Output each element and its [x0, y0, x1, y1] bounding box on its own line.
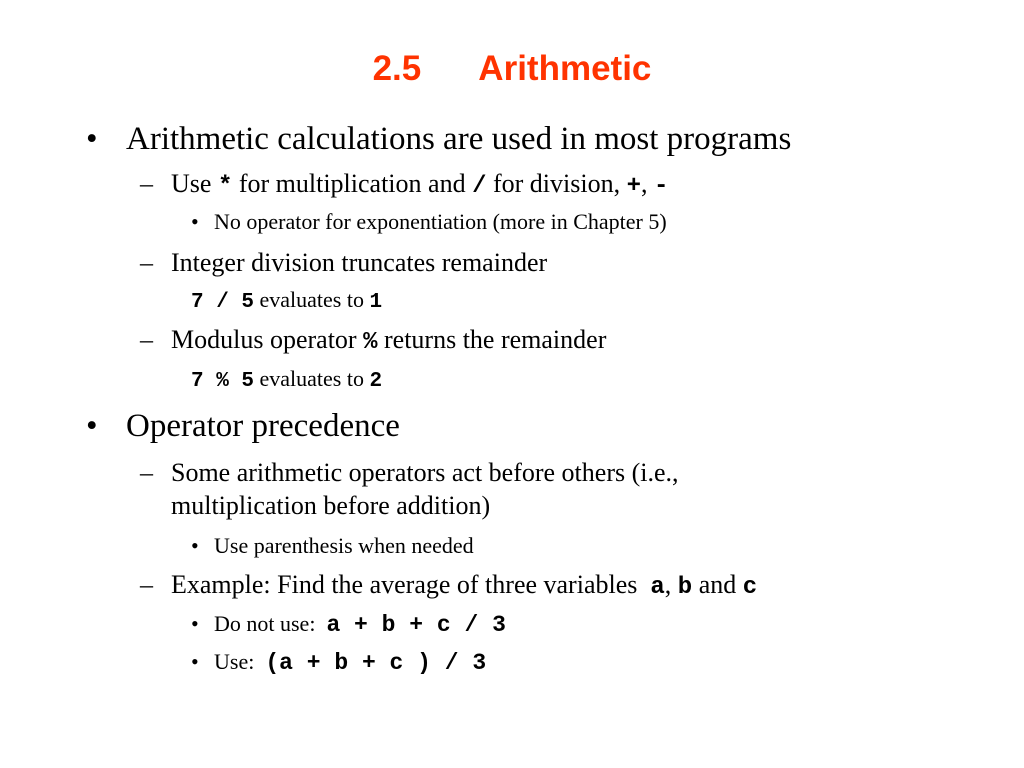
- evaluates-text: evaluates to: [254, 366, 370, 391]
- dash-marker: –: [140, 169, 153, 198]
- dash-marker: –: [140, 570, 153, 599]
- evaluates-text: evaluates to: [254, 287, 370, 312]
- code-expression: 7 % 5: [191, 370, 255, 393]
- code-var-c: c: [742, 574, 758, 601]
- code-result: 1: [369, 291, 383, 314]
- code-minus: -: [654, 173, 669, 200]
- title-section-number: 2.5: [372, 49, 422, 88]
- code-wrong-expression: a + b + c / 3: [326, 612, 506, 638]
- code-var-b: b: [677, 574, 693, 601]
- bullet-text: Operator precedence: [126, 408, 400, 444]
- code-plus: +: [626, 173, 641, 200]
- example-modulus: [191, 365, 382, 396]
- subsubbullet-text: Use parenthesis when needed: [214, 533, 474, 558]
- text-comma: ,: [664, 570, 678, 599]
- code-multiply: *: [217, 173, 233, 200]
- bullet-marker: •: [86, 408, 98, 444]
- code-divide: /: [472, 173, 487, 200]
- dash-marker: –: [140, 325, 153, 354]
- code-result: 2: [369, 370, 383, 393]
- text-for-division: for division,: [486, 169, 627, 198]
- subsubbullet-text: [214, 648, 486, 677]
- example-integer-division: [191, 286, 382, 317]
- code-var-a: a: [650, 574, 665, 601]
- title-text: Arithmetic: [478, 49, 652, 88]
- subbullet-text: Integer division truncates remainder: [171, 248, 548, 277]
- text-returns-remainder: returns the remainder: [377, 325, 607, 354]
- bullet-marker: •: [191, 209, 199, 234]
- dash-marker: –: [140, 248, 153, 277]
- text-do-not-use: Do not use:: [214, 611, 327, 636]
- slide-title: [0, 46, 1024, 92]
- code-expression: 7 / 5: [191, 291, 255, 314]
- code-correct-expression: (a + b + c ) / 3: [265, 650, 487, 676]
- bullet-marker: •: [191, 649, 199, 674]
- code-modulus: %: [363, 329, 378, 356]
- subbullet-text: [171, 569, 757, 604]
- bullet-text: Arithmetic calculations are used in most programs: [126, 121, 792, 157]
- bullet-marker: •: [191, 611, 199, 636]
- subsubbullet-text: [214, 610, 506, 639]
- text-use: Use:: [214, 649, 266, 674]
- subbullet-text-line1: Some arithmetic operators act before others (i.e.,: [171, 458, 679, 487]
- text-comma: ,: [641, 169, 654, 198]
- text-modulus-operator: Modulus operator: [171, 325, 364, 354]
- text-use: Use: [171, 169, 218, 198]
- subbullet-text: [171, 324, 606, 359]
- text-example: Example: Find the average of three variables: [171, 570, 651, 599]
- subbullet-text-line2: multiplication before addition): [171, 491, 491, 520]
- text-for-multiplication: for multiplication and: [232, 169, 473, 198]
- dash-marker: –: [140, 458, 153, 487]
- bullet-marker: •: [191, 533, 199, 558]
- text-and: and: [692, 570, 743, 599]
- bullet-marker: •: [86, 121, 98, 157]
- subsubbullet-text: No operator for exponentiation (more in Chapter 5): [214, 209, 667, 234]
- subbullet-text: [171, 168, 668, 203]
